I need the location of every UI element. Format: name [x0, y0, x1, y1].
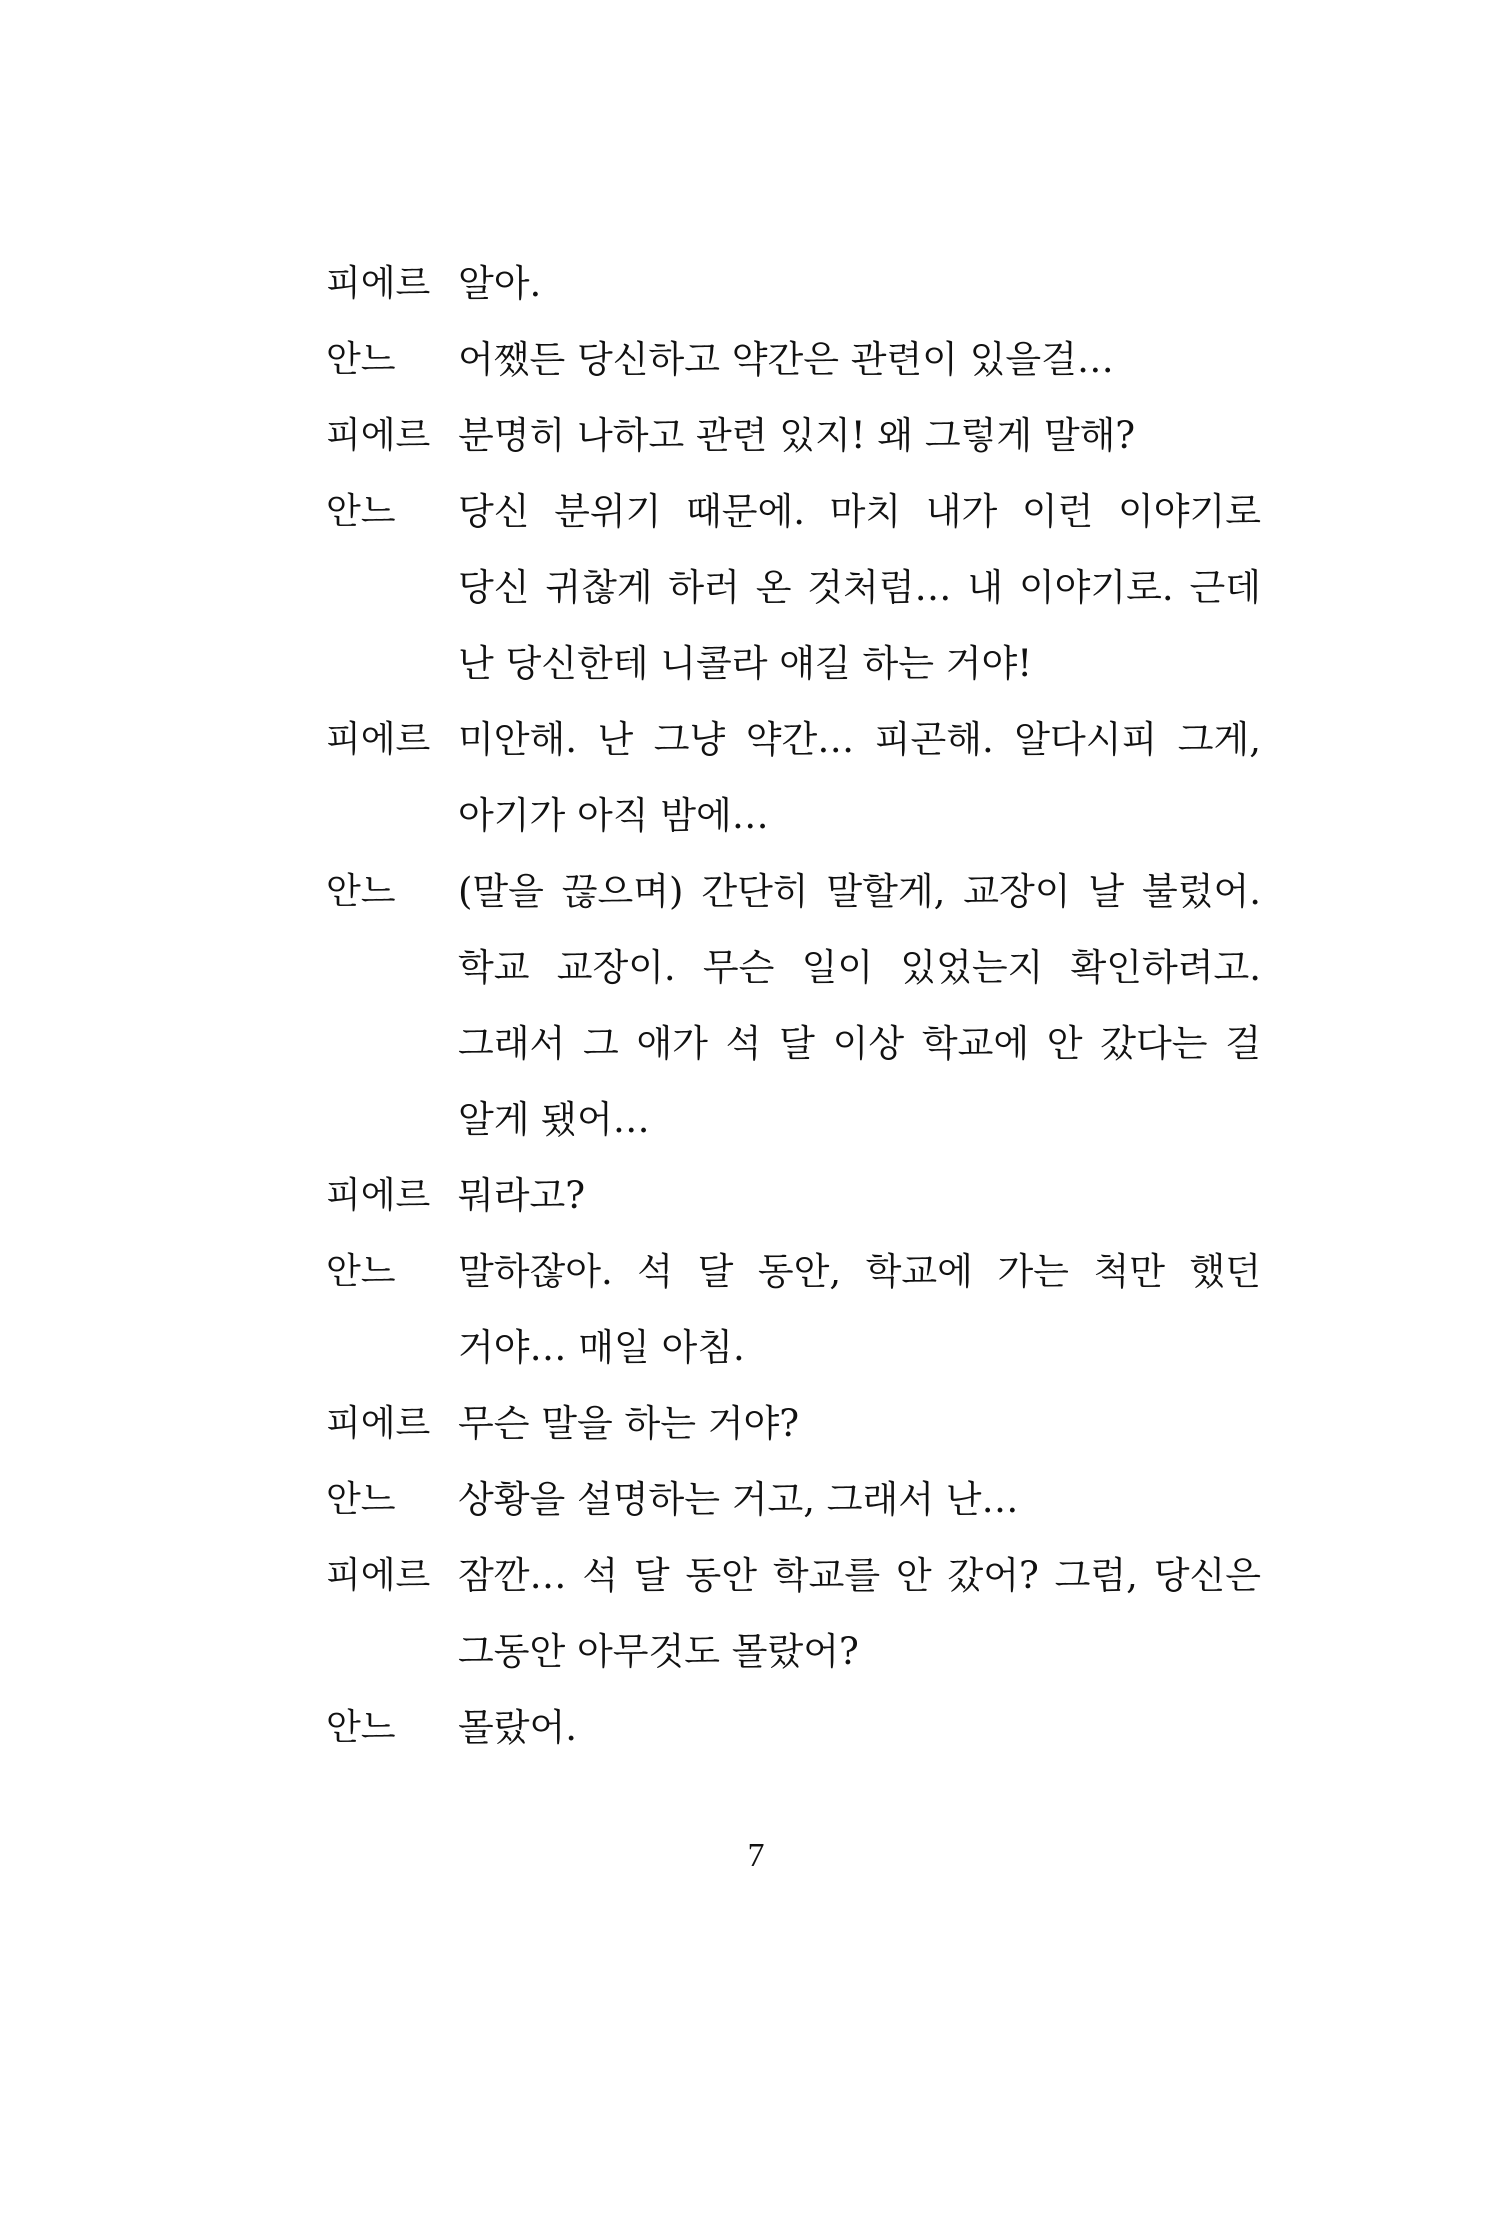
dialogue-line: (말을 끊으며) 간단히 말할게, 교장이 날 불렀어. 학교 교장이. 무슨 일이 있었는지 확인하려고. 그래서 그 애가 석 달 이상 학교에 안 갔다는 걸 알게 됐어… [458, 870, 1261, 1141]
dialogue-entry [326, 1158, 1261, 1234]
dialogue-line: 뭐라고? [458, 1174, 586, 1217]
dialogue-line: 말하잖아. 석 달 동안, 학교에 가는 척만 했던 거야… 매일 아침. [458, 1250, 1261, 1369]
speaker-name: 안느 [326, 339, 396, 380]
dialogue-entry [326, 474, 1261, 702]
dialogue-entry [326, 398, 1261, 474]
speaker-name: 안느 [326, 1251, 396, 1292]
page-number: 7 [747, 1837, 765, 1874]
dialogue-line: 당신 분위기 때문에. 마치 내가 이런 이야기로 당신 귀찮게 하러 온 것처럼… 내 이야기로. 근데 난 당신한테 니콜라 얘길 하는 거야! [458, 490, 1261, 685]
dialogue-line: 알아. [458, 262, 542, 305]
dialogue-line: 몰랐어. [458, 1706, 577, 1749]
dialogue-entry [326, 1234, 1261, 1386]
dialogue-entry [326, 322, 1261, 398]
speaker-name: 피에르 [326, 1175, 431, 1216]
script-body [326, 246, 1261, 1766]
dialogue-line: 미안해. 난 그냥 약간… 피곤해. 알다시피 그게, 아기가 아직 밤에… [458, 718, 1261, 837]
speaker-name: 안느 [326, 491, 396, 532]
speaker-name: 피에르 [326, 719, 431, 760]
dialogue-entry [326, 1462, 1261, 1538]
dialogue-entry [326, 854, 1261, 1158]
speaker-name: 피에르 [326, 1555, 431, 1596]
speaker-name: 안느 [326, 871, 396, 912]
dialogue-entry [326, 1386, 1261, 1462]
dialogue-line: 잠깐… 석 달 동안 학교를 안 갔어? 그럼, 당신은 그동안 아무것도 몰랐어? [458, 1554, 1261, 1673]
speaker-name: 안느 [326, 1479, 396, 1520]
dialogue-line: 상황을 설명하는 거고, 그래서 난… [458, 1478, 1019, 1521]
dialogue-entry [326, 702, 1261, 854]
speaker-name: 피에르 [326, 263, 431, 304]
dialogue-line: 어쨌든 당신하고 약간은 관련이 있을걸… [458, 338, 1114, 381]
dialogue-line: 무슨 말을 하는 거야? [458, 1402, 800, 1445]
speaker-name: 피에르 [326, 415, 431, 456]
dialogue-entry [326, 1690, 1261, 1766]
dialogue-entry [326, 1538, 1261, 1690]
speaker-name: 안느 [326, 1707, 396, 1748]
dialogue-line: 분명히 나하고 관련 있지! 왜 그렇게 말해? [458, 414, 1136, 457]
speaker-name: 피에르 [326, 1403, 431, 1444]
dialogue-entry [326, 246, 1261, 322]
